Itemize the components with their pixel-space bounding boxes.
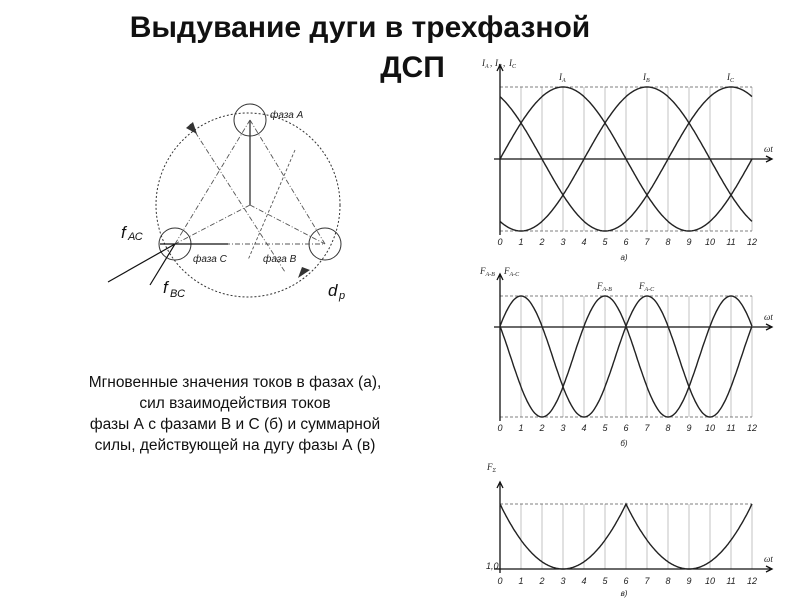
x-axis-label: ωt — [764, 554, 773, 564]
x-tick-label: 7 — [644, 576, 650, 586]
title-line-1: Выдувание дуги в трехфазной — [129, 11, 591, 44]
caption-line-3: фазы А с фазами В и С (б) и суммарной — [89, 416, 381, 433]
x-tick-label: 1 — [518, 576, 524, 586]
x-tick-label: 2 — [539, 576, 545, 586]
x-tick-label: 10 — [704, 423, 716, 433]
caption-line-2: сил взаимодействия токов — [139, 395, 331, 412]
panel-label: в) — [620, 589, 628, 598]
x-tick-label: 3 — [560, 576, 566, 586]
x-tick-label: 2 — [539, 237, 545, 247]
x-tick-label: 4 — [581, 576, 587, 586]
ylabel-fsum: $F_\Sigma$ — [487, 462, 497, 474]
x-tick-label: 1 — [518, 423, 524, 433]
x-axis-label: ωt — [764, 144, 773, 154]
x-tick-label: 5 — [602, 237, 608, 247]
x-tick-label: 5 — [602, 576, 608, 586]
x-tick-label: 4 — [581, 423, 587, 433]
ylabel-comma-1: , — [490, 58, 493, 68]
panel-label: а) — [620, 253, 628, 262]
x-tick-label: 10 — [704, 576, 716, 586]
ylabel-ic: $I_C$ — [509, 58, 517, 70]
phase-c-label: фаза С — [193, 254, 227, 265]
caption-line-1: Мгновенные значения токов в фазах (а), — [88, 374, 382, 391]
force-bc-sub: ВС — [170, 288, 186, 300]
x-tick-label: 0 — [497, 423, 503, 433]
x-tick-label: 4 — [581, 237, 587, 247]
series-label-fac: $F_{A-C}$ — [639, 281, 655, 293]
ylabel-comma-2: , — [503, 58, 506, 68]
x-tick-label: 6 — [623, 423, 629, 433]
x-tick-label: 9 — [686, 423, 692, 433]
caption-line-4: силы, действующей на дугу фазы А (в) — [94, 437, 376, 454]
x-tick-label: 12 — [746, 237, 758, 247]
ylabel-fab: $F_{A-B}$ — [480, 266, 495, 278]
diameter-label: d — [328, 281, 338, 300]
phase-b-label: фаза В — [263, 254, 297, 265]
x-tick-label: 0 — [497, 576, 503, 586]
x-tick-label: 8 — [665, 576, 671, 586]
x-tick-label: 11 — [726, 423, 736, 433]
x-tick-label: 6 — [623, 237, 629, 247]
x-tick-label: 3 — [560, 237, 566, 247]
force-bc-label: f — [163, 278, 168, 297]
x-tick-label: 9 — [686, 237, 692, 247]
x-tick-label: 10 — [704, 237, 716, 247]
x-tick-label: 1 — [518, 237, 524, 247]
x-tick-label: 12 — [746, 423, 758, 433]
x-tick-label: 12 — [746, 576, 758, 586]
x-tick-label: 11 — [726, 237, 736, 247]
x-tick-label: 11 — [726, 576, 736, 586]
force-ac-sub: АС — [128, 231, 143, 243]
x-tick-label: 5 — [602, 423, 608, 433]
x-axis-label: ωt — [764, 312, 773, 322]
force-ac-label: f — [121, 223, 126, 242]
x-tick-label: 0 — [497, 237, 503, 247]
x-tick-label: 9 — [686, 576, 692, 586]
x-tick-label: 6 — [623, 576, 629, 586]
title-line-2: ДСП — [380, 51, 445, 84]
ylabel-fac: $F_{A-C}$ — [504, 266, 520, 278]
x-tick-label: 2 — [539, 423, 545, 433]
x-tick-label: 8 — [665, 237, 671, 247]
ylabel-ia: $I_A$ — [482, 58, 489, 70]
series-label-fab: $F_{A-B}$ — [597, 281, 612, 293]
diameter-sub: р — [339, 290, 346, 302]
panel-label: б) — [620, 439, 628, 448]
x-tick-label: 7 — [644, 237, 650, 247]
series-label-ib: $I_B$ — [643, 72, 650, 84]
series-label-ic: $I_C$ — [727, 72, 735, 84]
x-tick-label: 8 — [665, 423, 671, 433]
x-tick-label: 3 — [560, 423, 566, 433]
y-tick-label: 1,0 — [486, 561, 499, 571]
ylabel-ib: $I_B$ — [495, 58, 502, 70]
x-tick-label: 7 — [644, 423, 650, 433]
series-label-ia: $I_A$ — [559, 72, 566, 84]
phase-a-label: фаза А — [270, 110, 304, 121]
